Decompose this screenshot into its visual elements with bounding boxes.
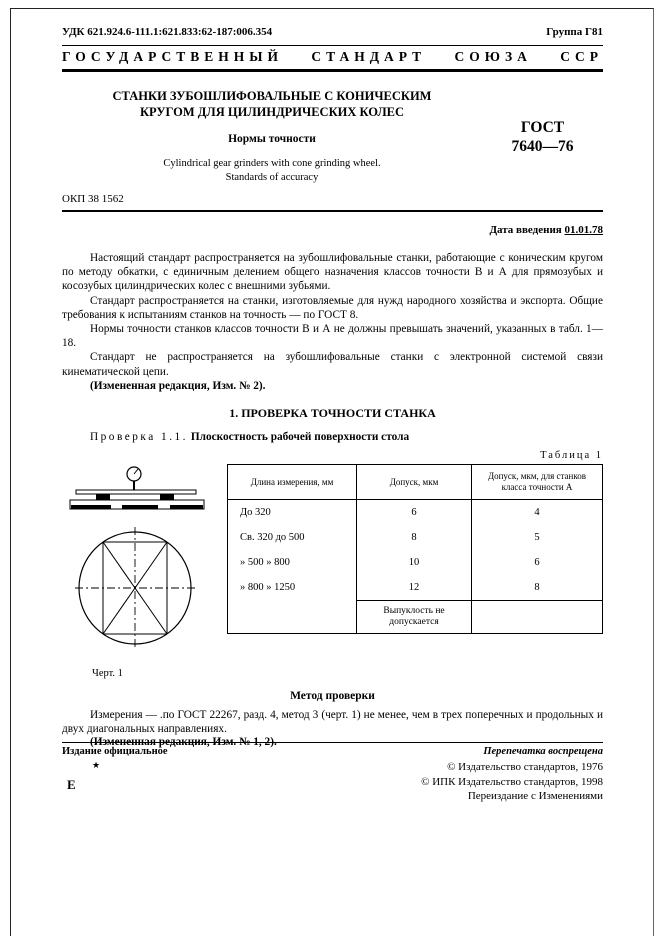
table-cell: 12 [357, 575, 472, 601]
table-cell: 6 [472, 550, 603, 575]
table-cell: 8 [357, 525, 472, 550]
group-code: Группа Г81 [546, 26, 603, 38]
check-title: Плоскостность рабочей поверхности стола [190, 431, 410, 444]
udk-number: УДК 621.924.6-111.1:621.833:62-187:006.354 [62, 26, 273, 38]
table-row [228, 550, 603, 575]
standard-banner: ГОСУДАРСТВЕННЫЙ СТАНДАРТ СОЮЗА ССР [62, 49, 603, 64]
scope-paragraphs [62, 251, 603, 393]
table-cell: До 320 [228, 500, 357, 526]
table-cell: » 500 » 800 [228, 550, 357, 575]
reprint-prohibited-label: Перепечатка воспрещена [483, 746, 603, 757]
copyright-line: © ИПК Издательство стандартов, 1998 [421, 775, 603, 788]
page-footer [62, 742, 603, 804]
copyright-line: Переиздание с Изменениями [467, 790, 603, 802]
tolerance-table [227, 464, 603, 634]
table-note-row [228, 601, 603, 634]
rule-thick [62, 69, 603, 72]
introduction-date [62, 224, 603, 236]
document-title-line-1: СТАНКИ ЗУБОШЛИФОВАЛЬНЫЕ С КОНИЧЕСКИМ [112, 89, 432, 103]
edition-letter: Е [67, 777, 76, 792]
method-amendment: (Измененная редакция, Изм. № 1, 2). [90, 736, 277, 749]
gost-number: 7640—76 [511, 138, 574, 155]
footer-rule [62, 742, 603, 743]
figure-1 [62, 464, 227, 679]
method-text: Измерения — .по ГОСТ 22267, разд. 4, метод 3 (черт. 1) не менее, чем в трех поперечных и продольных и двух диагональных направлениях. [62, 709, 603, 736]
table-cell: Св. 320 до 500 [228, 525, 357, 550]
title-left-column [62, 88, 482, 184]
table-cell: 8 [472, 575, 603, 601]
flatness-check-schematic [62, 464, 212, 518]
okp-code: ОКП 38 1562 [62, 193, 124, 205]
classification-line [62, 26, 603, 38]
edition-marks [62, 760, 100, 804]
rule-thin-top [62, 45, 603, 46]
document-title-line-2: КРУГОМ ДЛЯ ЦИЛИНДРИЧЕСКИХ КОЛЕС [139, 105, 405, 119]
title-block [62, 88, 603, 184]
document-subtitle: Нормы точности [228, 133, 316, 145]
english-title [62, 157, 482, 184]
table-cell: 10 [357, 550, 472, 575]
table-cell-empty [472, 601, 603, 634]
amendment-note: (Измененная редакция, Изм. № 2). [90, 379, 266, 392]
footer-bottom [62, 760, 603, 804]
table-caption: Таблица 1 [540, 450, 603, 462]
paragraph: Нормы точности станков классов точности В и А не должны превышать значений, указанных в табл. 1—18. [62, 323, 603, 350]
section-heading: 1. ПРОВЕРКА ТОЧНОСТИ СТАНКА [229, 406, 436, 421]
table-row [228, 525, 603, 550]
figure-and-table-row [62, 464, 603, 679]
table-cell: 4 [472, 500, 603, 526]
table-header-row [228, 465, 603, 500]
english-title-line-1: Cylindrical gear grinders with cone grinding wheel. [163, 158, 381, 169]
page-content [62, 26, 603, 748]
english-title-line-2: Standards of accuracy [225, 171, 319, 183]
gost-designation [482, 118, 603, 184]
table-row [228, 575, 603, 601]
paragraph: Настоящий стандарт распространяется на зубошлифовальные станки, работающие с коническим кругом по методу обкатки, с единичным делением общего назначения классов точности В и А для прямозубых и косозубых цилиндрических колес с внешними зубьями. [62, 252, 603, 293]
footer-notices [62, 746, 603, 757]
star-mark: ★ [92, 760, 101, 770]
table-cell: » 800 » 1250 [228, 575, 357, 601]
check-line [62, 431, 603, 443]
copyright-line: © Издательство стандартов, 1976 [447, 761, 603, 773]
document-title [62, 88, 482, 120]
date-value: 01.01.78 [564, 224, 603, 236]
paragraph: Стандарт распространяется на станки, изготовляемые для нужд народного хозяйства и экспорта. Общие требования к испытаниям станков на точность — по ГОСТ 8. [62, 294, 603, 321]
gost-label: ГОСТ [520, 119, 565, 136]
method-heading: Метод проверки [290, 690, 375, 703]
figure-caption: Черт. 1 [92, 668, 123, 680]
measurement-directions-diagram [62, 523, 212, 657]
date-label: Дата введения [489, 224, 562, 236]
paragraph: Стандарт не распространяется на зубошлифовальные станки с электронной системой связи кинематической цепи. [62, 351, 603, 378]
official-edition-label: Издание официальное [62, 746, 168, 757]
table-cell: 5 [472, 525, 603, 550]
table-note: Выпуклость не допускается [357, 601, 472, 634]
column-header-tolerance: Допуск, мкм [357, 465, 472, 500]
table-cell-empty [228, 601, 357, 634]
column-header-length: Длина измерения, мм [228, 465, 357, 500]
check-label: Проверка 1.1. [90, 431, 188, 444]
copyright-block [421, 760, 603, 804]
table-row [228, 500, 603, 526]
rule-medium [62, 210, 603, 212]
column-header-tolerance-class-a: Допуск, мкм, для станков класса точности А [472, 465, 603, 500]
table-cell: 6 [357, 500, 472, 526]
